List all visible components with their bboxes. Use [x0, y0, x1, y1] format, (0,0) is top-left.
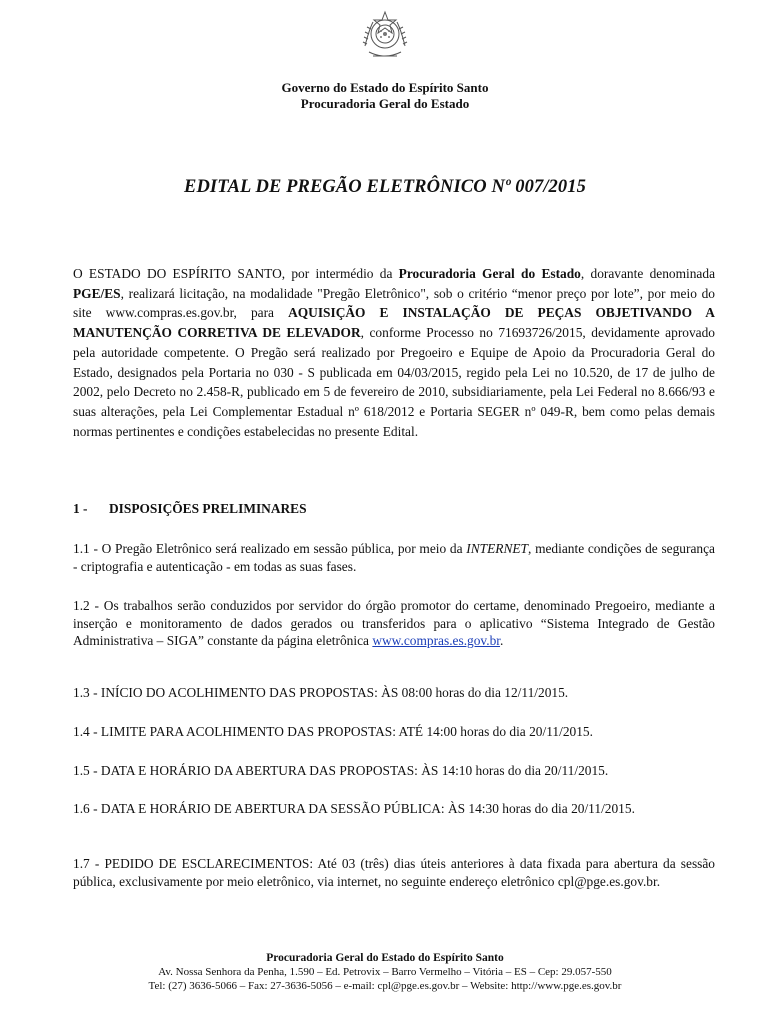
clause-1-5: 1.5 - DATA E HORÁRIO DA ABERTURA DAS PROPOSTAS: ÀS 14:10 horas do dia 20/11/2015. [73, 763, 609, 778]
document-title: EDITAL DE PREGÃO ELETRÔNICO Nº 007/2015 [184, 177, 586, 197]
footer-contact: Tel: (27) 3636-5066 – Fax: 27-3636-5056 – e-mail: cpl@pge.es.gov.br – Website: http://www.pge.es.gov.br [148, 980, 622, 992]
intro-paragraph [73, 264, 715, 441]
coat-of-arms-icon [355, 6, 415, 66]
clause-text: 1.2 - Os trabalhos serão conduzidos por servidor do órgão promotor do certame, denominado Pregoeiro, mediante a inserção e monitoramento de dados gerados ou transferidos para o aplicativo “Sistema Integrado de Gestão Administrativa – SIGA” constante da página eletrônica [73, 598, 715, 648]
header-government: Governo do Estado do Espírito Santo [281, 80, 489, 95]
intro-object-bold: AQUISIÇÃO E INSTALAÇÃO DE PEÇAS OBJETIVANDO A MANUTENÇÃO CORRETIVA DE ELEVADOR [73, 305, 715, 341]
clause-1-2 [73, 597, 715, 650]
intro-text: , doravante denominada [580, 266, 716, 281]
header-agency: Procuradoria Geral do Estado [300, 96, 470, 111]
clause-italic: INTERNET [466, 541, 529, 556]
intro-text: O ESTADO DO ESPÍRITO SANTO, por intermédio da [73, 266, 399, 281]
footer-title: Procuradoria Geral do Estado do Espírito Santo [266, 952, 504, 964]
clause-1-6: 1.6 - DATA E HORÁRIO DE ABERTURA DA SESSÃO PÚBLICA: ÀS 14:30 horas do dia 20/11/2015. [73, 801, 635, 816]
section-heading [73, 501, 715, 517]
clause-text: . [500, 633, 504, 648]
intro-acronym-bold: PGE/ES [73, 285, 121, 301]
page-footer [0, 951, 770, 993]
clause-1-1 [73, 540, 715, 575]
clause-text: , mediante condições de segurança - criptografia e autenticação - em todas as suas fases. [73, 541, 715, 574]
clause-1-4: 1.4 - LIMITE PARA ACOLHIMENTO DAS PROPOSTAS: ATÉ 14:00 horas do dia 20/11/2015. [73, 724, 593, 739]
clause-text: 1.1 - O Pregão Eletrônico será realizado em sessão pública, por meio da [73, 541, 467, 556]
clause-1-3: 1.3 - INÍCIO DO ACOLHIMENTO DAS PROPOSTAS: ÀS 08:00 horas do dia 12/11/2015. [73, 685, 569, 700]
clause-1-7: 1.7 - PEDIDO DE ESCLARECIMENTOS: Até 03 (três) dias úteis anteriores à data fixada para abertura da sessão pública, exclusivamente por meio eletrônico, via internet, no seguinte endereço eletrônico cpl@pge.es.gov.br. [73, 856, 715, 889]
document-header [0, 80, 770, 112]
compras-link[interactable]: www.compras.es.gov.br [372, 633, 501, 648]
intro-text: , realizará licitação, na modalidade "Pregão Eletrônico", sob o critério “menor preço por lote”, por meio do site www.compras.es.gov.br, para [73, 285, 715, 321]
intro-text: , conforme Processo no 71693726/2015, devidamente aprovado pela autoridade competente. O Pregão será realizado por Pregoeiro e Equipe de Apoio da Procuradoria Geral do Estado, designados pela Portaria no 030 - S publicada em 04/03/2015, regido pela Lei no 10.520, de 17 de julho de 2002, pelo Decreto no 2.458-R, publicado em 5 de fevereiro de 2010, subsidiariamente, pela Lei Federal no 8.666/93 e suas alterações, pela Lei Complementar Estadual nº 618/2012 e Portaria SEGER nº 049-R, bem como pelas demais normas pertinentes e condições estabelecidas no presente Edital. [73, 325, 715, 439]
intro-agency-bold: Procuradoria Geral do Estado [398, 266, 581, 281]
section-title: DISPOSIÇÕES PRELIMINARES [109, 501, 307, 516]
section-number: 1 - [73, 501, 88, 516]
footer-address: Av. Nossa Senhora da Penha, 1.590 – Ed. Petrovix – Barro Vermelho – Vitória – ES – Cep: 29.057-550 [158, 966, 612, 978]
